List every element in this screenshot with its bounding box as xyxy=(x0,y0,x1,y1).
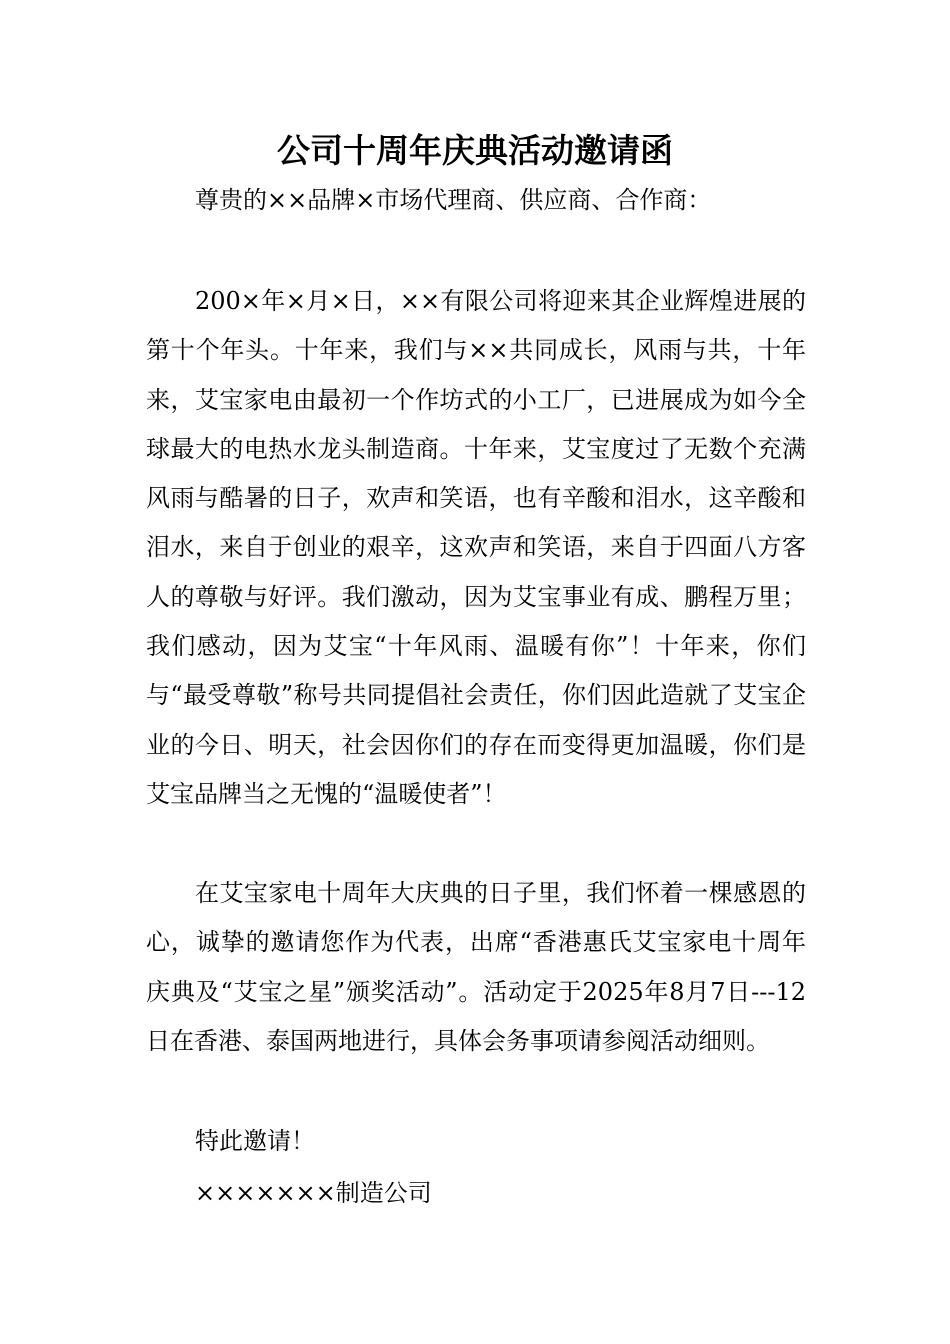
signature-company: ×××××××制造公司 xyxy=(195,1179,432,1207)
salutation: 尊贵的××品牌×市场代理商、供应商、合作商： xyxy=(195,186,712,214)
closing-line: 特此邀请！ xyxy=(195,1127,315,1155)
body-paragraph-2: 在艾宝家电十周年大庆典的日子里，我们怀着一棵感恩的心，诚挚的邀请您作为代表，出席“香港惠氏艾宝家电十周年庆典及“艾宝之星”颁奖活动”。活动定于2025年8月7日---12日在香港、泰国两地进行，具体会务事项请参阅活动细则。 xyxy=(146,879,806,1055)
body-paragraph-1: 200×年×月×日，××有限公司将迎来其企业辉煌进展的第十个年头。十年来，我们与××共同成长，风雨与共，十年来，艾宝家电由最初一个作坊式的小工厂，已进展成为如今全球最大的电热水龙头制造商。十年来，艾宝度过了无数个充满风雨与酷暑的日子，欢声和笑语，也有辛酸和泪水，这辛酸和泪水，来自于创业的艰辛，这欢声和笑语，来自于四面八方客人的尊敬与好评。我们激动，因为艾宝事业有成、鹏程万里；我们感动，因为艾宝“十年风雨、温暖有你”！十年来，你们与“最受尊敬”称号共同提倡社会责任，你们因此造就了艾宝企业的今日、明天，社会因你们的存在而变得更加温暖，你们是艾宝品牌当之无愧的“温暖使者”！ xyxy=(146,287,806,808)
document-title: 公司十周年庆典活动邀请函 xyxy=(277,131,673,170)
